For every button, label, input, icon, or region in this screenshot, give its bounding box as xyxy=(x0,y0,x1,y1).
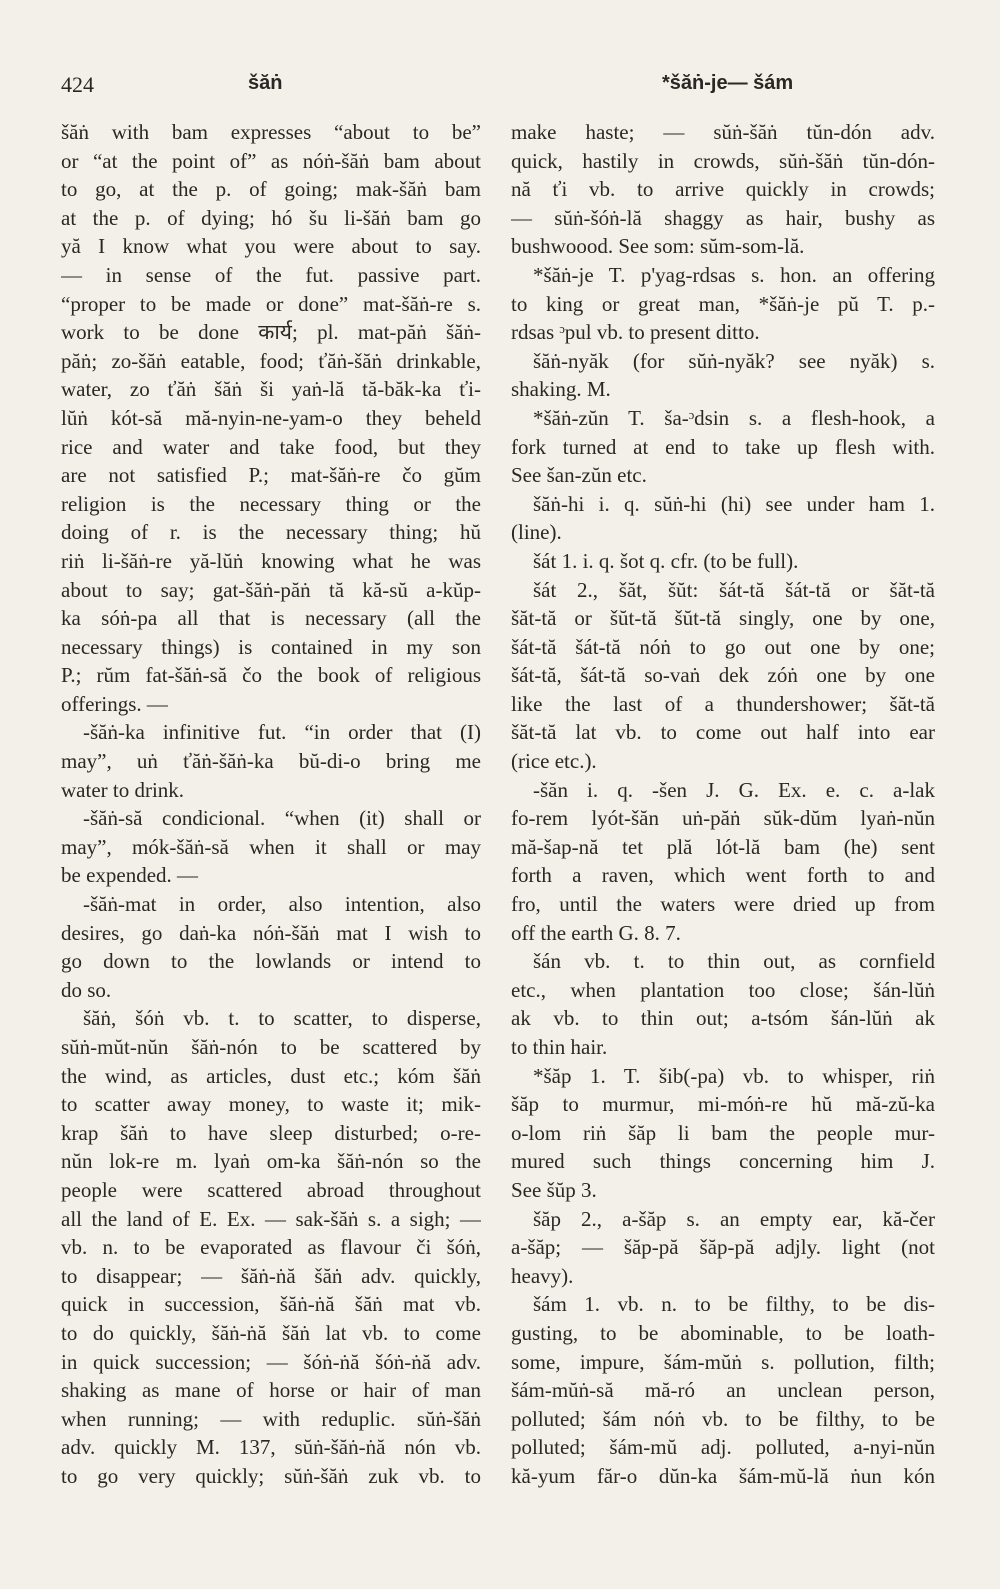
text-line: krap šăṅ to have sleep disturbed; o-re- xyxy=(61,1120,481,1145)
text-line: be expended. — xyxy=(61,863,199,888)
text-line: yă I know what you were about to say. xyxy=(61,234,481,259)
text-line: some, impure, šám-mŭṅ s. pollution, filth; xyxy=(511,1349,935,1374)
text-line: ak vb. to thin out; a-tsóm šán-lŭṅ ak xyxy=(511,1006,935,1031)
text-line: *šăṅ-zŭn T. ša-ᵓdsin s. a flesh-hook, a xyxy=(533,405,935,430)
text-line: fo-rem lyót-šăn uṅ-păṅ sŭk-dŭm lyaṅ-nŭn xyxy=(511,806,935,831)
text-line: šăp 2., a-šăp s. an empty ear, kă-čer xyxy=(533,1206,935,1231)
text-line: polluted; šám nóṅ vb. to be filthy, to be xyxy=(511,1406,935,1431)
text-line: go down to the lowlands or intend to xyxy=(61,949,481,974)
text-line: are not satisfied P.; mat-šăṅ-re čo gŭm xyxy=(61,463,481,488)
text-line: religion is the necessary thing or the xyxy=(61,491,481,516)
text-line: a-šăp; — šăp-pă šăp-pă adjly. light (not xyxy=(511,1235,935,1260)
text-line: P.; rŭm fat-šăṅ-să čo the book of religious xyxy=(61,663,481,688)
page-header xyxy=(0,64,1000,104)
text-line: -šăṅ-mat in order, also intention, also xyxy=(83,892,481,917)
text-line: the wind, as articles, dust etc.; kóm šăṅ xyxy=(61,1063,481,1088)
text-line: like the last of a thundershower; šăt-tă xyxy=(511,691,935,716)
text-line: heavy). xyxy=(511,1263,574,1288)
text-line: water, zo ťăṅ šăṅ ši yaṅ-lă tă-băk-ka ťi- xyxy=(61,377,481,402)
right-column xyxy=(511,118,935,1491)
text-line: — in sense of the fut. passive part. xyxy=(61,262,481,287)
text-line: offerings. — xyxy=(61,691,168,716)
text-line: fro, until the waters were dried up from xyxy=(511,892,935,917)
text-line: o-lom riṅ šăp li bam the people mur- xyxy=(511,1120,935,1145)
text-line: do so. xyxy=(61,977,112,1002)
text-line: off the earth G. 8. 7. xyxy=(511,920,681,945)
text-line: šăt-tă or šŭt-tă šŭt-tă singly, one by one, xyxy=(511,606,935,631)
text-line: water to drink. xyxy=(61,777,185,802)
text-line: shaking as mane of horse or hair of man xyxy=(61,1378,481,1403)
text-line: to go, at the p. of going; mak-šăṅ bam xyxy=(61,177,481,202)
text-line: or “at the point of” as nóṅ-šăṅ bam about xyxy=(61,148,481,173)
text-line: -šăṅ-ka infinitive fut. “in order that (I) xyxy=(83,720,481,745)
text-line: shaking. M. xyxy=(511,377,611,402)
text-line: “proper to be made or done” mat-šăṅ-re s. xyxy=(61,291,481,316)
text-line: forth a raven, which went forth to and xyxy=(511,863,935,888)
text-line: (rice etc.). xyxy=(511,749,597,774)
text-line: mă-šap-nă tet plă lót-lă bam (he) sent xyxy=(511,834,935,859)
text-line: rdsas ᵓpul vb. to present ditto. xyxy=(511,320,760,345)
text-line: adv. quickly M. 137, sŭṅ-šăṅ-ṅă nón vb. xyxy=(61,1435,481,1460)
text-line: to go very quickly; sŭṅ-šăṅ zuk vb. to xyxy=(61,1463,481,1488)
text-line: šăṅ, šóṅ vb. t. to scatter, to disperse, xyxy=(83,1006,481,1031)
text-line: *šăp 1. T. šib(-pa) vb. to whisper, riṅ xyxy=(533,1063,935,1088)
text-line: See šŭp 3. xyxy=(511,1177,597,1202)
text-line: -šăṅ-să condicional. “when (it) shall or xyxy=(83,806,481,831)
text-line: to disappear; — šăṅ-ṅă šăṅ adv. quickly, xyxy=(61,1263,481,1288)
text-line: in quick succession; — šóṅ-ṅă šóṅ-ṅă adv. xyxy=(61,1349,481,1374)
text-line: šát-tă, šát-tă so-vaṅ dek zóṅ one by one xyxy=(511,663,935,688)
text-line: work to be done कार्य; pl. mat-păṅ šăṅ- xyxy=(61,320,481,345)
text-line: about to say; gat-šăṅ-păṅ tă kă-sŭ a-kŭp- xyxy=(61,577,481,602)
text-line: quick in succession, šăṅ-ṅă šăṅ mat vb. xyxy=(61,1292,481,1317)
page-number: 424 xyxy=(61,72,94,97)
text-line: may”, mók-šăṅ-să when it shall or may xyxy=(61,834,481,859)
text-line: lŭṅ kót-să mă-nyin-ne-yam-o they beheld xyxy=(61,405,481,430)
text-line: quick, hastily in crowds, sŭṅ-šăṅ tŭn-dón- xyxy=(511,148,935,173)
text-line: mured such things concerning him J. xyxy=(511,1149,935,1174)
text-line: necessary things) is contained in my son xyxy=(61,634,481,659)
text-line: -šăn i. q. -šen J. G. Ex. e. c. a-lak xyxy=(533,777,935,802)
text-line: when running; — with reduplic. sŭṅ-šăṅ xyxy=(61,1406,481,1431)
text-line: may”, uṅ ťăṅ-šăṅ-ka bŭ-di-o bring me xyxy=(61,749,481,774)
text-line: at the p. of dying; hó šu li-šăṅ bam go xyxy=(61,205,481,230)
text-line: all the land of E. Ex. — sak-šăṅ s. a sigh; — xyxy=(61,1206,481,1231)
text-line: šăṅ-hi i. q. sŭṅ-hi (hi) see under ham 1. xyxy=(533,491,935,516)
text-line: ka sóṅ-pa all that is necessary (all the xyxy=(61,606,481,631)
text-line: šám-mŭṅ-să mă-ró an unclean person, xyxy=(511,1378,935,1403)
text-line: šát-tă šát-tă nóṅ to go out one by one; xyxy=(511,634,935,659)
text-line: (line). xyxy=(511,520,562,545)
right-running-head: *šăṅ-je— šám xyxy=(662,72,794,94)
text-line: šám 1. vb. n. to be filthy, to be dis- xyxy=(533,1292,935,1317)
text-line: rice and water and take food, but they xyxy=(61,434,481,459)
text-line: sŭṅ-mŭt-nŭn šăṅ-nón to be scattered by xyxy=(61,1035,481,1059)
text-line: šăṅ with bam expresses “about to be” xyxy=(61,120,481,144)
text-line: polluted; šám-mŭ adj. polluted, a-nyi-nŭn xyxy=(511,1435,935,1460)
text-line: — sŭṅ-šóṅ-lă shaggy as hair, bushy as xyxy=(511,205,935,230)
text-line: šăp to murmur, mi-móṅ-re hŭ mă-zŭ-ka xyxy=(511,1092,935,1117)
text-line: See šan-zŭn etc. xyxy=(511,463,647,488)
text-line: šăt-tă lat vb. to come out half into ear xyxy=(511,720,935,745)
text-line: păṅ; zo-šăṅ eatable, food; ťăṅ-šăṅ drinkable, xyxy=(61,348,481,373)
text-line: šăṅ-nyăk (for sŭṅ-nyăk? see nyăk) s. xyxy=(533,348,935,373)
text-line: to do quickly, šăṅ-ṅă šăṅ lat vb. to come xyxy=(61,1320,481,1345)
text-line: make haste; — sŭṅ-šăṅ tŭn-dón adv. xyxy=(511,120,935,144)
text-line: people were scattered abroad throughout xyxy=(61,1177,481,1202)
left-running-head: šăṅ xyxy=(248,72,283,94)
text-line: bushwoood. See som: sŭm-som-lă. xyxy=(511,234,805,259)
text-line: doing of r. is the necessary thing; hŭ xyxy=(61,520,481,545)
text-line: šát 1. i. q. šot q. cfr. (to be full). xyxy=(533,548,799,573)
text-line: gusting, to be abominable, to be loath- xyxy=(511,1320,935,1345)
text-line: desires, go daṅ-ka nóṅ-šăṅ mat I wish to xyxy=(61,920,481,945)
text-line: šát 2., šăt, šŭt: šát-tă šát-tă or šăt-tă xyxy=(533,577,935,602)
text-line: to thin hair. xyxy=(511,1035,608,1059)
text-line: nŭn lok-re m. lyaṅ om-ka šăṅ-nón so the xyxy=(61,1149,481,1174)
text-line: fork turned at end to take up flesh with. xyxy=(511,434,935,459)
left-column xyxy=(61,118,481,1491)
text-line: to king or great man, *šăṅ-je pŭ T. p.- xyxy=(511,291,935,316)
text-line: šán vb. t. to thin out, as cornfield xyxy=(533,949,935,974)
text-line: *šăṅ-je T. p'yag-rdsas s. hon. an offering xyxy=(533,262,935,287)
text-line: riṅ li-šăṅ-re yă-lŭṅ knowing what he was xyxy=(61,548,481,573)
text-line: to scatter away money, to waste it; mik- xyxy=(61,1092,481,1117)
text-line: vb. n. to be evaporated as flavour či šóṅ, xyxy=(61,1235,481,1260)
text-line: kă-yum făr-o dŭn-ka šám-mŭ-lă ṅun kón xyxy=(511,1463,935,1488)
text-line: nă ťi vb. to arrive quickly in crowds; xyxy=(511,177,935,202)
text-line: etc., when plantation too close; šán-lŭṅ xyxy=(511,977,935,1002)
